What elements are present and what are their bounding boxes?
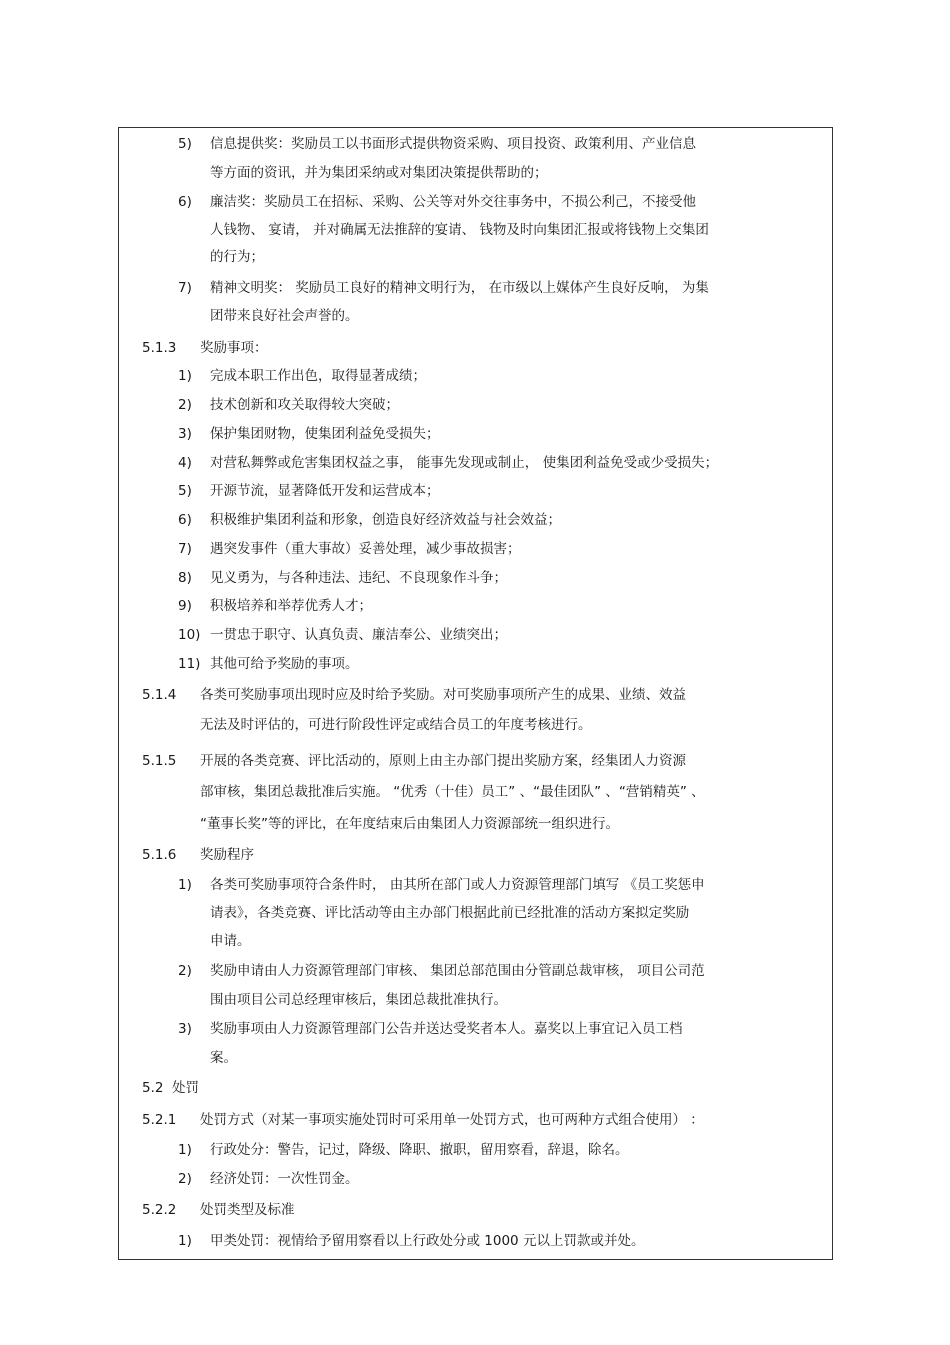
list-item-text: 行政处分：警告，记过，降级、降职、撤职，留用察看，辞退，除名。: [210, 1142, 629, 1158]
section-number: 5.1.3: [142, 340, 177, 356]
section-number: 5.2.2: [142, 1202, 177, 1218]
list-number: 7): [178, 541, 192, 557]
section-heading: 奖励程序: [200, 847, 254, 863]
list-item-text: 一贯忠于职守、认真负责、廉洁奉公、业绩突出；: [210, 627, 507, 643]
list-item-text: 的行为；: [210, 249, 264, 265]
list-number: 1): [178, 1233, 192, 1249]
list-number: 3): [178, 426, 192, 442]
list-item-text: 申请。: [210, 933, 251, 949]
section-heading: 处罚类型及标准: [200, 1202, 295, 1218]
section-text: 开展的各类竞赛、评比活动的，原则上由主办部门提出奖励方案，经集团人力资源: [200, 753, 686, 769]
section-number: 5.2: [142, 1080, 164, 1096]
list-item-text: 遇突发事件（重大事故）妥善处理，减少事故损害；: [210, 541, 521, 557]
list-item-text: 人钱物、 宴请， 并对确属无法推辞的宴请、 钱物及时向集团汇报或将钱物上交集团: [210, 222, 709, 238]
list-item-text: 经济处罚：一次性罚金。: [210, 1171, 359, 1187]
section-number: 5.1.6: [142, 847, 177, 863]
list-number: 10): [178, 627, 201, 643]
section-text: “董事长奖”等的评比，在年度结束后由集团人力资源部统一组织进行。: [200, 816, 619, 832]
list-number: 8): [178, 570, 192, 586]
list-item-text: 保护集团财物，使集团利益免受损失；: [210, 426, 440, 442]
list-item-text: 开源节流，显著降低开发和运营成本；: [210, 483, 440, 499]
list-number: 1): [178, 1142, 192, 1158]
list-number: 2): [178, 397, 192, 413]
section-text: 各类可奖励事项出现时应及时给予奖励。对可奖励事项所产生的成果、业绩、效益: [200, 687, 686, 703]
section-text: 部审核，集团总裁批准后实施。 “优秀（十佳）员工” 、“最佳团队” 、“营销精英” 、: [200, 784, 705, 800]
list-item-text: 信息提供奖：奖励员工以书面形式提供物资采购、项目投资、政策利用、产业信息: [210, 136, 696, 152]
list-number: 1): [178, 368, 192, 384]
list-item-text: 围由项目公司总经理审核后，集团总裁批准执行。: [210, 992, 507, 1008]
list-number: 7): [178, 280, 192, 296]
list-number: 2): [178, 1171, 192, 1187]
section-number: 5.1.4: [142, 687, 177, 703]
list-item-text: 技术创新和攻关取得较大突破；: [210, 397, 399, 413]
list-item-text: 廉洁奖：奖励员工在招标、采购、公关等对外交往事务中，不损公利己，不接受他: [210, 194, 696, 210]
list-item-text: 奖励申请由人力资源管理部门审核、 集团总部范围由分管副总裁审核， 项目公司范: [210, 963, 705, 979]
list-item-text: 积极维护集团利益和形象，创造良好经济效益与社会效益；: [210, 512, 561, 528]
section-heading: 处罚: [172, 1080, 199, 1096]
list-item-text: 积极培养和举荐优秀人才；: [210, 598, 372, 614]
list-number: 2): [178, 963, 192, 979]
section-number: 5.1.5: [142, 753, 177, 769]
list-number: 3): [178, 1021, 192, 1037]
section-number: 5.2.1: [142, 1112, 177, 1128]
list-item-text: 奖励事项由人力资源管理部门公告并送达受奖者本人。嘉奖以上事宜记入员工档: [210, 1021, 683, 1037]
list-item-text: 见义勇为，与各种违法、违纪、不良现象作斗争；: [210, 570, 507, 586]
list-item-text: 精神文明奖： 奖励员工良好的精神文明行为， 在市级以上媒体产生良好反响， 为集: [210, 280, 709, 296]
section-text: 处罚方式（对某一事项实施处罚时可采用单一处罚方式，也可两种方式组合使用） ：: [200, 1112, 704, 1128]
list-number: 5): [178, 136, 192, 152]
list-item-text: 完成本职工作出色，取得显著成绩；: [210, 368, 426, 384]
list-number: 11): [178, 656, 201, 672]
list-item-text: 案。: [210, 1050, 237, 1066]
list-number: 6): [178, 512, 192, 528]
section-heading: 奖励事项：: [200, 340, 268, 356]
list-number: 9): [178, 598, 192, 614]
list-item-text: 对营私舞弊或危害集团权益之事， 能事先发现或制止， 使集团利益免受或少受损失；: [210, 455, 719, 471]
list-item-text: 甲类处罚：视情给予留用察看以上行政处分或 1000 元以上罚款或并处。: [210, 1233, 645, 1249]
list-number: 4): [178, 455, 192, 471]
list-number: 1): [178, 877, 192, 893]
section-text: 无法及时评估的，可进行阶段性评定或结合员工的年度考核进行。: [200, 717, 592, 733]
list-item-text: 请表》，各类竞赛、评比活动等由主办部门根据此前已经批准的活动方案拟定奖励: [210, 905, 690, 921]
list-item-text: 各类可奖励事项符合条件时， 由其所在部门或人力资源管理部门填写 《员工奖惩申: [210, 877, 705, 893]
list-number: 5): [178, 483, 192, 499]
list-number: 6): [178, 194, 192, 210]
list-item-text: 其他可给予奖励的事项。: [210, 656, 359, 672]
list-item-text: 团带来良好社会声誉的。: [210, 308, 359, 324]
list-item-text: 等方面的资讯，并为集团采纳或对集团决策提供帮助的；: [210, 165, 548, 181]
